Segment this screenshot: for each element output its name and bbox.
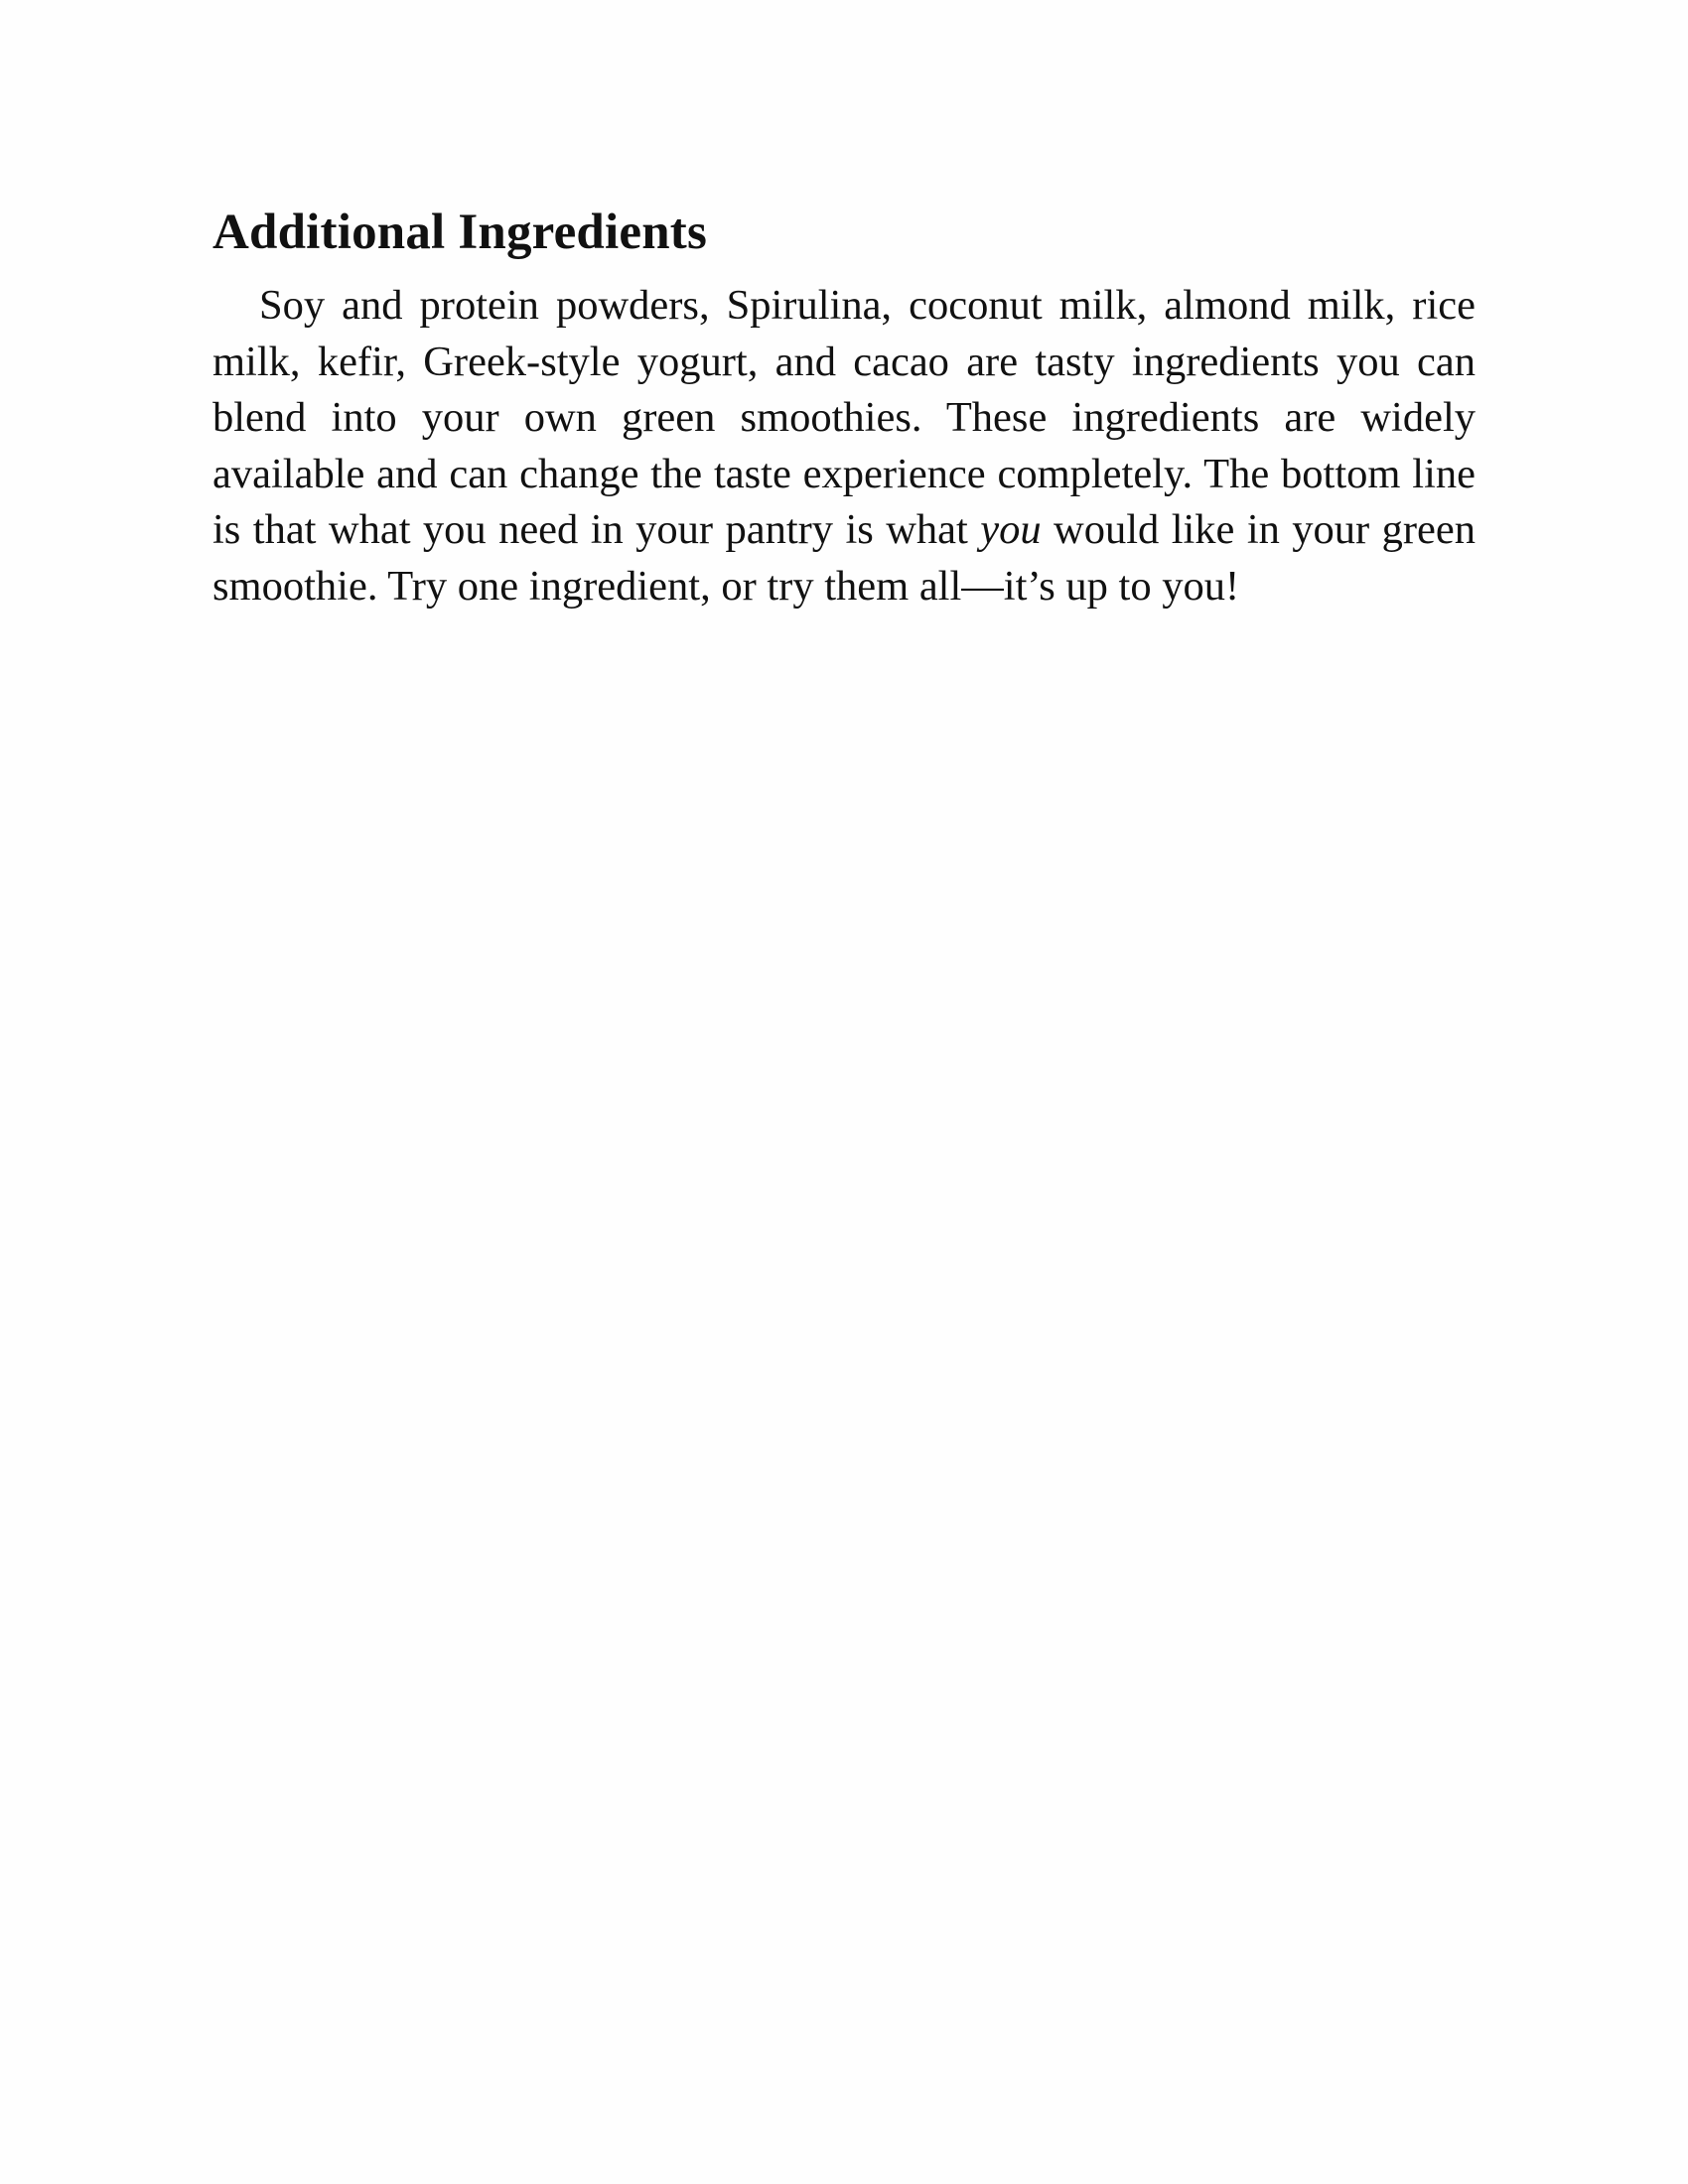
paragraph-text-start: Soy and protein powders, Spirulina, coconut milk, almond milk, rice milk, kefir, Greek-style yogurt, and cacao are tasty ingredients you can blend into your own green smoothies. These ingredients are widely available and can change the taste experience completely. The bottom line is that what you need in your pantry is what [212,282,1476,553]
section-heading: Additional Ingredients [212,205,707,260]
page-content [212,199,1476,614]
body-paragraph [212,278,1476,614]
emphasized-word: you [980,506,1042,553]
paragraph-text-end: would like in your green smoothie. Try one ingredient, or try them all—it’s up to you! [212,506,1476,610]
